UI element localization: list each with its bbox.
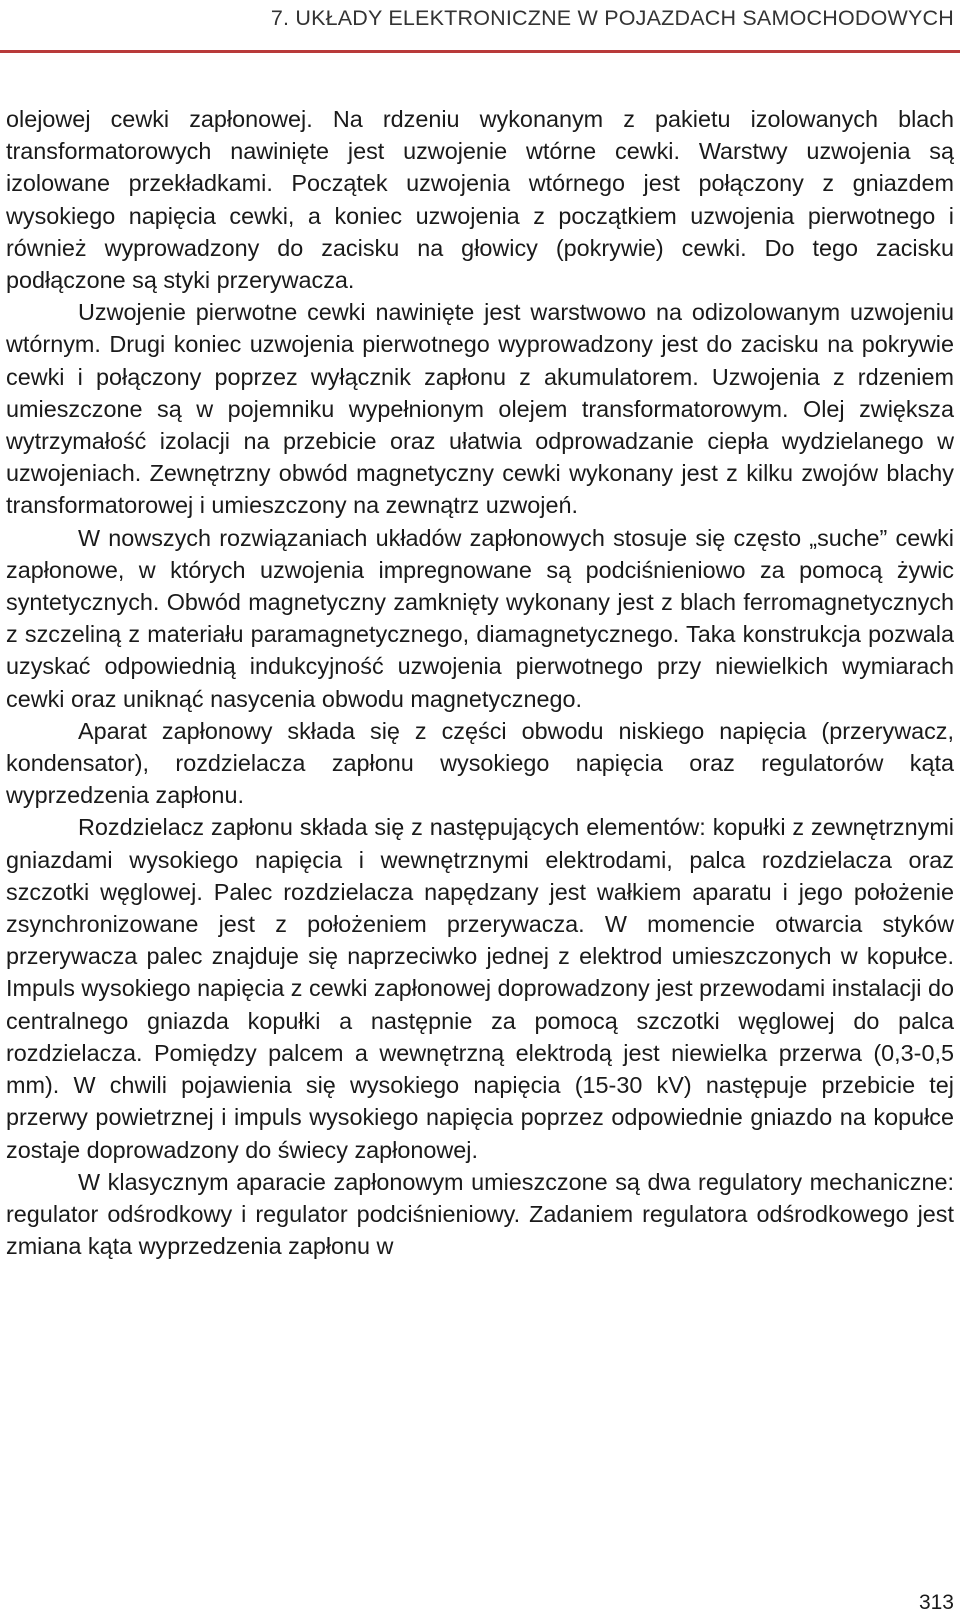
- paragraph-5: Rozdzielacz zapłonu składa się z następujących elementów: kopułki z zewnętrznymi gniazdami wysokiego napięcia i wewnętrznymi elektrodami, palca rozdzielacza oraz szczotki węglowej. Palec rozdzielacza napędzany jest wałkiem aparatu i jego położenie zsynchronizowane jest z położeniem przerywacza. W momencie otwarcia styków przerywacza palec znajduje się naprzeciwko jednej z elektrod umieszczonych w kopułce. Impuls wysokiego napięcia z cewki zapłonowej doprowadzony jest przewodami instalacji do centralnego gniazda kopułki a następnie za pomocą szczotki węglowej do palca rozdzielacza. Pomiędzy palcem a wewnętrzną elektrodą jest niewielka przerwa (0,3-0,5 mm). W chwili pojawienia się wysokiego napięcia (15-30 kV) następuje przebicie tej przerwy powietrznej i impuls wysokiego napięcia poprzez odpowiednie gniazdo na kopułce zostaje doprowadzony do świecy zapłonowej.: [6, 814, 954, 1163]
- header-divider: [0, 50, 960, 53]
- paragraph-6: W klasycznym aparacie zapłonowym umieszczone są dwa regulatory mechaniczne: regulator odśrodkowy i regulator podciśnieniowy. Zadaniem regulatora odśrodkowego jest zmiana kąta wyprzedzenia zapłonu w: [6, 1168, 954, 1260]
- paragraph-4: Aparat zapłonowy składa się z części obwodu niskiego napięcia (przerywacz, kondensator), rozdzielacza zapłonu wysokiego napięcia oraz regulatorów kąta wyprzedzenia zapłonu.: [6, 717, 954, 809]
- paragraph-2: Uzwojenie pierwotne cewki nawinięte jest warstwowo na odizolowanym uzwojeniu wtórnym. Drugi koniec uzwojenia pierwotnego wyprowadzony jest do zacisku na pokrywie cewki i połączony poprzez wyłącznik zapłonu z akumulatorem. Uzwojenia z rdzeniem umieszczone są w pojemniku wypełnionym olejem transformatorowym. Olej zwiększa wytrzymałość izolacji na przebicie oraz ułatwia odprowadzanie ciepła wydzielanego w uzwojeniach. Zewnętrzny obwód magnetyczny cewki wykonany jest z kilku zwojów blachy transformatorowej i umieszczony na zewnątrz uzwojeń.: [6, 299, 954, 519]
- paragraph-3: W nowszych rozwiązaniach układów zapłonowych stosuje się często „suche” cewki zapłonowe, w których uzwojenia impregnowane są podciśnieniowo za pomocą żywic syntetycznych. Obwód magnetyczny zamknięty wykonany jest z blach ferromagnetycznych z szczeliną z materiału paramagnetycznego, diamagnetycznego. Taka konstrukcja pozwala uzyskać odpowiednią indukcyjność uzwojenia pierwotnego przy niewielkich wymiarach cewki oraz uniknąć nasycenia obwodu magnetycznego.: [6, 524, 954, 712]
- page-number: 313: [918, 1591, 954, 1614]
- chapter-title: 7. UKŁADY ELEKTRONICZNE W POJAZDACH SAMOCHODOWYCH: [270, 6, 954, 30]
- page-header: [0, 0, 960, 56]
- body-text: [6, 103, 954, 1262]
- paragraph-1: olejowej cewki zapłonowej. Na rdzeniu wykonanym z pakietu izolowanych blach transformatorowych nawinięte jest uzwojenie wtórne cewki. Warstwy uzwojenia są izolowane przekładkami. Początek uzwojenia wtórnego jest połączony z gniazdem wysokiego napięcia cewki, a koniec uzwojenia z początkiem uzwojenia pierwotnego i również wyprowadzony do zacisku na głowicy (pokrywie) cewki. Do tego zacisku podłączone są styki przerywacza.: [6, 106, 954, 294]
